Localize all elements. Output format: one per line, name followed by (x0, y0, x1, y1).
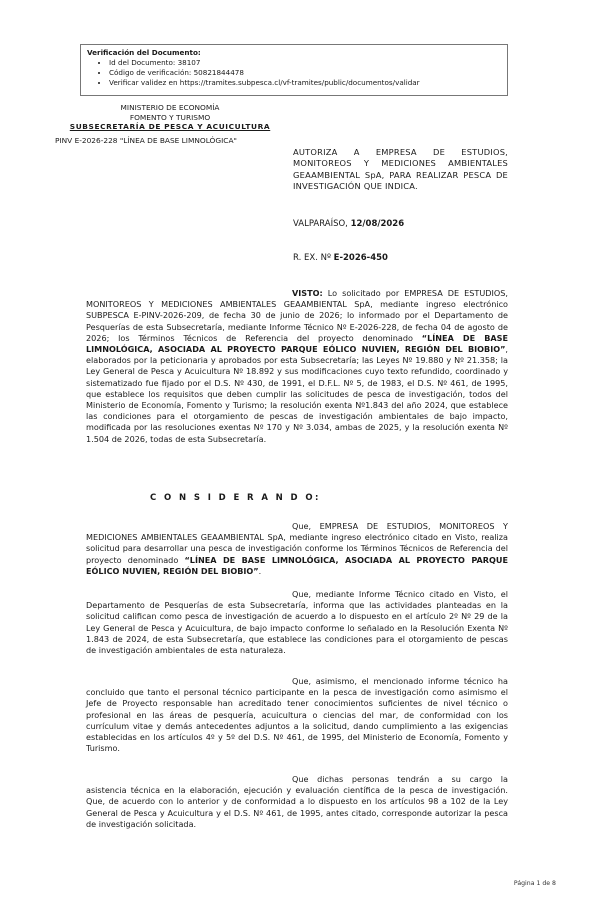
verification-box (80, 44, 508, 96)
visto-label: VISTO: (292, 288, 323, 298)
considerando-3-text: Que, asimismo, el mencionado informe técnico ha concluido que tanto el personal técnico participante en la pesca de investigación como asimismo el Jefe de Proyecto responsable han acreditado tener conocimientos suficientes de nivel técnico o profesional en las áreas de pesquería, acuicultura o ciencias del mar, de conformidad con los currículum vitae y demás antecedentes adjuntos a la solicitud, dando cumplimiento a las exigencias establecidas en los artículos 4º y 5º del D.S. Nº 461, de 1995, del Ministerio de Economía, Fomento y Turismo. (86, 676, 508, 754)
resolution-label: R. EX. Nº (293, 253, 334, 263)
letterhead (55, 103, 285, 132)
date-place: VALPARAÍSO, (293, 219, 351, 229)
considerando-paragraph-3 (86, 676, 508, 754)
verification-title: Verificación del Documento: (87, 48, 201, 57)
verification-document-id: • Id del Documento: 38107 (109, 58, 501, 68)
visto-project-name: “LÍNEA DE BASE LIMNOLÓGICA, ASOCIADA AL PROYECTO PARQUE EÓLICO NUVIEN, REGIÓN DEL BIOBIO” (86, 332, 508, 355)
resolution-number (293, 253, 388, 263)
verification-list (87, 58, 501, 88)
considerando-1-text: Que, EMPRESA DE ESTUDIOS, MONITOREOS Y MEDICIONES AMBIENTALES GEAAMBIENTAL SpA, mediante ingreso electrónico citado en Visto, realiza solicitud para desarrollar una pesca de investigación conforme los Términos Técnicos de Referencia del proyecto denominado (86, 521, 508, 565)
verification-code: • Código de verificación: 50821844478 (109, 68, 501, 78)
considerando-title: C O N S I D E R A N D O: (150, 493, 321, 503)
considerando-paragraph-2 (86, 589, 508, 656)
verification-link[interactable]: • Verificar validez en https://tramites.subpesca.cl/vf-tramites/public/documentos/validar (109, 78, 501, 88)
considerando-1-end: . (258, 565, 262, 576)
page-number: Página 1 de 8 (513, 880, 556, 887)
visto-text-b: , elaborados por la peticionaria y aprobados por esta Subsecretaría; las Leyes Nº 19.880 y Nº 21.358; la Ley General de Pesca y Acuicultura Nº 18.892 y sus modificaciones cuyo texto refundido, coordinado y sistematizado fue fijado por el D.S. Nº 430, de 1991, el D.F.L. Nº 5, de 1983, el D.S. Nº 461, de 1995, que establece los requisitos que deben cumplir las solicitudes de pesca de investigación, todos del Ministerio de Economía, Fomento y Turismo; la resolución exenta Nº1.843 del año 2024, que establece las condiciones para el otorgamiento de pescas de investigación ambientales de bajo impacto, modificada por las resoluciones exentas Nº 170 y Nº 3.034, ambas de 2025, y la resolución exenta Nº 1.504 de 2026, todas de esta Subsecretaría. (86, 344, 508, 444)
considerando-paragraph-1 (86, 521, 508, 577)
considerando-4-text: Que dichas personas tendrán a su cargo la asistencia técnica en la elaboración, ejecución y evaluación científica de la pesca de investigación. Que, de acuerdo con lo anterior y de conformidad a lo dispuesto en los artículos 98 a 102 de la Ley General de Pesca y Acuicultura y el D.S. Nº 461, de 1995, antes citado, corresponde autorizar la pesca de investigación solicitada. (86, 774, 508, 829)
resolution-number-value: E-2026-450 (333, 253, 388, 263)
subsecretaria-name: SUBSECRETARÍA DE PESCA Y ACUICULTURA (69, 122, 271, 131)
pinv-reference: PINV E-2026-228 "LÍNEA DE BASE LIMNOLÓGICA" (55, 136, 237, 145)
ministry-line-2: FOMENTO Y TURISMO (129, 112, 211, 122)
resolution-date (293, 219, 404, 229)
resolution-subject: AUTORIZA A EMPRESA DE ESTUDIOS, MONITOREOS Y MEDICIONES AMBIENTALES GEAAMBIENTAL SpA, PARA REALIZAR PESCA DE INVESTIGACIÓN QUE INDICA. (293, 147, 508, 192)
date-value: 12/08/2026 (350, 219, 405, 229)
considerando-paragraph-4 (86, 774, 508, 830)
considerando-2-text: Que, mediante Informe Técnico citado en Visto, el Departamento de Pesquerías de esta Subsecretaría, informa que las actividades planteadas en la solicitud califican como pesca de investigación de acuerdo a lo dispuesto en el artículo 2º Nº 29 de la Ley General de Pesca y Acuicultura, de bajo impacto conforme lo señalado en la Resolución Exenta Nº 1.843 de 2024, de esta Subsecretaría, que establece las condiciones para el otorgamiento de pescas de investigación ambientales de esta naturaleza. (86, 589, 508, 656)
ministry-line-1: MINISTERIO DE ECONOMÍA (120, 103, 220, 112)
visto-paragraph (86, 288, 508, 445)
considerando-1-project: “LÍNEA DE BASE LIMNOLÓGICA, ASOCIADA AL PROYECTO PARQUE EÓLICO NUVIEN, REGIÓN DEL BIOBIO” (86, 554, 508, 576)
visto-text-a: Lo solicitado por EMPRESA DE ESTUDIOS, MONITOREOS Y MEDICIONES AMBIENTALES GEAAMBIENTAL SpA, mediante ingreso electrónico SUBPESCA E-PINV-2026-209, de fecha 30 de junio de 2026; lo informado por el Departamento de Pesquerías de esta Subsecretaría, mediante Informe Técnico Nº E-2026-228, de fecha 04 de agosto de 2026; los Términos Técnicos de Referencia del proyecto denominado (86, 288, 508, 343)
